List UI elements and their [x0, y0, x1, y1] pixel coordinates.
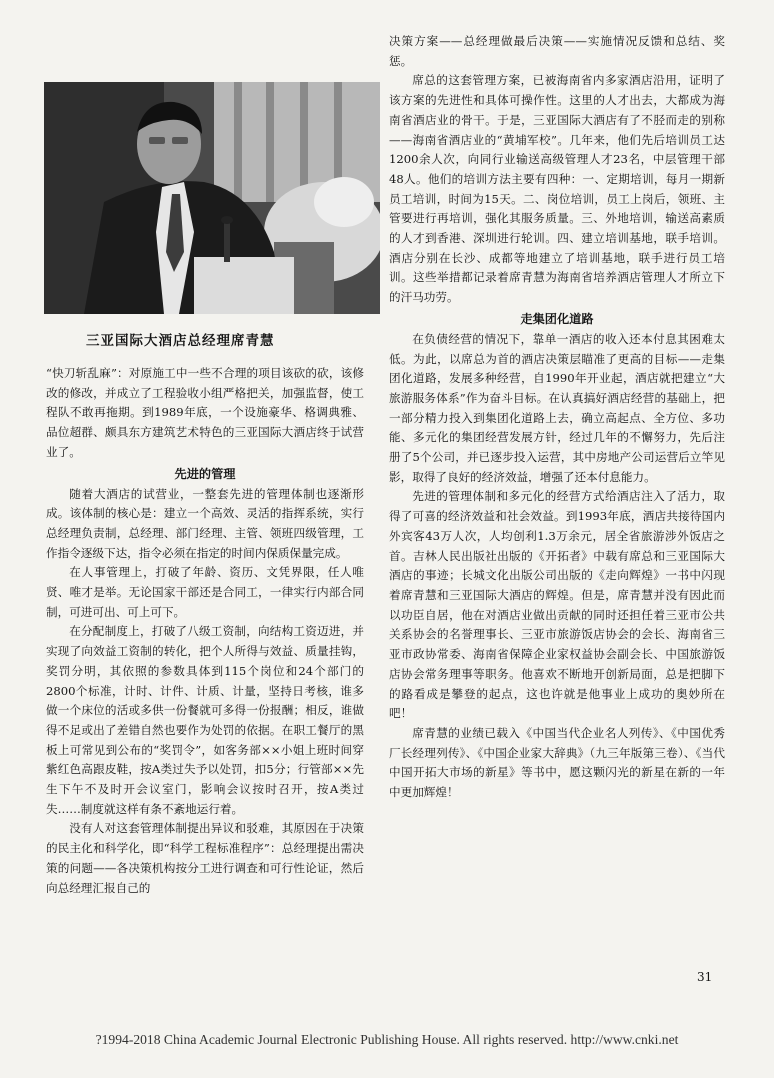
paragraph: “快刀斩乱麻”：对原施工中一些不合理的项目该砍的砍，该修改的修改，并成立了工程验收小组严格把关，加强监督，使工程队不敢再拖期。到1989年底，一个设施豪华、格调典雅、品位超群、颇具东方建筑艺术特色的三亚国际大酒店终于试营业了。: [46, 366, 364, 459]
paragraph: 在人事管理上，打破了年龄、资历、文凭界限，任人唯贤、唯才是举。无论国家干部还是合同工，一律实行内部合同制，可进可出、可上可下。: [46, 565, 364, 619]
section-heading: 走集团化道路: [520, 311, 594, 326]
copyright-footer: ?1994-2018 China Academic Journal Electronic Publishing House. All rights reserved. http://www.cnki.net: [95, 1032, 679, 1047]
paragraph: 先进的管理体制和多元化的经营方式给酒店注入了活力，取得了可喜的经济效益和社会效益。到1993年底，酒店共接待国内外宾客43万人次，人均创利1.3万余元，居全省旅游涉外饭店之首。吉林人民出版社出版的《开拓者》中载有席总和三亚国际大酒店的事迹；长城文化出版公司出版的《走向辉煌》一书中闪现着席青慧和三亚国际大酒店的辉煌。但是，席青慧并没有因此而以功臣自居，他在对酒店业做出贡献的同时还担任着三亚市公共关系协会的名誉理事长、三亚市旅游饭店协会的会长、海南省三亚市政协常委、海南省保障企业家权益协会副会长、中国旅游饭店协会常务理事等职务。他喜欢不断地开创新局面，总是把脚下的路看成是攀登的起点，这也许就是他事业上成功的奥妙所在吧！: [389, 489, 725, 721]
paragraph: 席青慧的业绩已载入《中国当代企业名人列传》、《中国优秀厂长经理列传》、《中国企业家大辞典》（九三年版第三卷）、《当代中国开拓大市场的新星》等书中，愿这颗闪光的新星在新的一年中更加辉煌！: [389, 725, 725, 800]
paragraph: 决策方案——总经理做最后决策——实施情况反馈和总结、奖惩。: [389, 34, 725, 68]
left-column: [46, 364, 364, 898]
paragraph: 随着大酒店的试营业，一整套先进的管理体制也逐渐形成。该体制的核心是：建立一个高效、灵活的指挥系统，实行总经理负责制，总经理、部门经理、主管、领班四级管理，工作指令逐级下达，指令必须在指定的时间内保质保量完成。: [46, 486, 364, 560]
photo-caption: 三亚国际大酒店总经理席青慧: [86, 333, 275, 349]
paragraph: 在负债经营的情况下，靠单一酒店的收入还本付息其困难太低。为此，以席总为首的酒店决策层瞄准了更高的目标——走集团化道路，发展多种经营，自1990年开业起，酒店就把建立“大旅游服务体系”作为奋斗目标。在认真搞好酒店经营的基础上，把一部分精力投入到集团化道路上去，确立高起点、全方位、多功能、多元化的集团经营发展方针，经过几年的不懈努力，先后注册了5个公司，并已逐步投入运营，其中房地产公司运营后立竿见影，取得了良好的经济效益，增强了还本付息能力。: [389, 331, 725, 484]
paragraph: 在分配制度上，打破了八级工资制，向结构工资迈进，并实现了向效益工资制的转化，把个人所得与效益、质量挂钩，奖罚分明，其依照的参数具体到115个岗位和24个部门的2800个标准，计时、计件、计质、计量，坚持日考核，谁多做一个床位的活或多供一份餐就可多得一份报酬；相反，谁做得不足或出了差错自然也要作为处罚的依据。在职工餐厅的黑板上可常见到公布的“奖罚令”，如客务部××小姐上班时间穿紫红色高跟皮鞋，按A类过失予以处罚，扣5分；行管部××先生下午不及时开会议室门，影响会议按时召开，按A类过失……制度就这样有条不紊地运行着。: [46, 624, 364, 816]
page-number: 31: [697, 970, 713, 984]
portrait-illustration: [44, 82, 380, 314]
paragraph: 席总的这套管理方案，已被海南省内多家酒店沿用，证明了该方案的先进性和具体可操作性。这里的人才出去，大都成为海南省酒店业的骨干。于是，三亚国际大酒店有了不胫而走的别称——海南省酒店业的“黄埔军校”。几年来，他们先后培训员工达1200余人次，向同行业输送高级管理人才23名，中层管理干部48人。他们的培训方法主要有四种：一、定期培训，每月一期新员工培训，时间为15天。二、岗位培训，员工上岗后，领班、主管要进行再培训，强化其服务质量。三、外地培训，输送高素质的人才到香港、深圳进行轮训。四、建立培训基地，联手培训。酒店分别在长沙、成都等地建立了培训基地，联手进行员工培训。这些举措都记录着席青慧为海南省培养酒店管理人才所立下的汗马功劳。: [389, 73, 725, 305]
paragraph: 没有人对这套管理体制提出异议和驳难，其原因在于决策的民主化和科学化，即“科学工程标准程序”：总经理提出需决策的问题——各决策机构按分工进行调查和可行性论证，然后向总经理汇报自己的: [46, 821, 364, 895]
portrait-photo: [44, 82, 380, 314]
right-column: [389, 32, 725, 803]
section-heading: 先进的管理: [174, 466, 236, 481]
